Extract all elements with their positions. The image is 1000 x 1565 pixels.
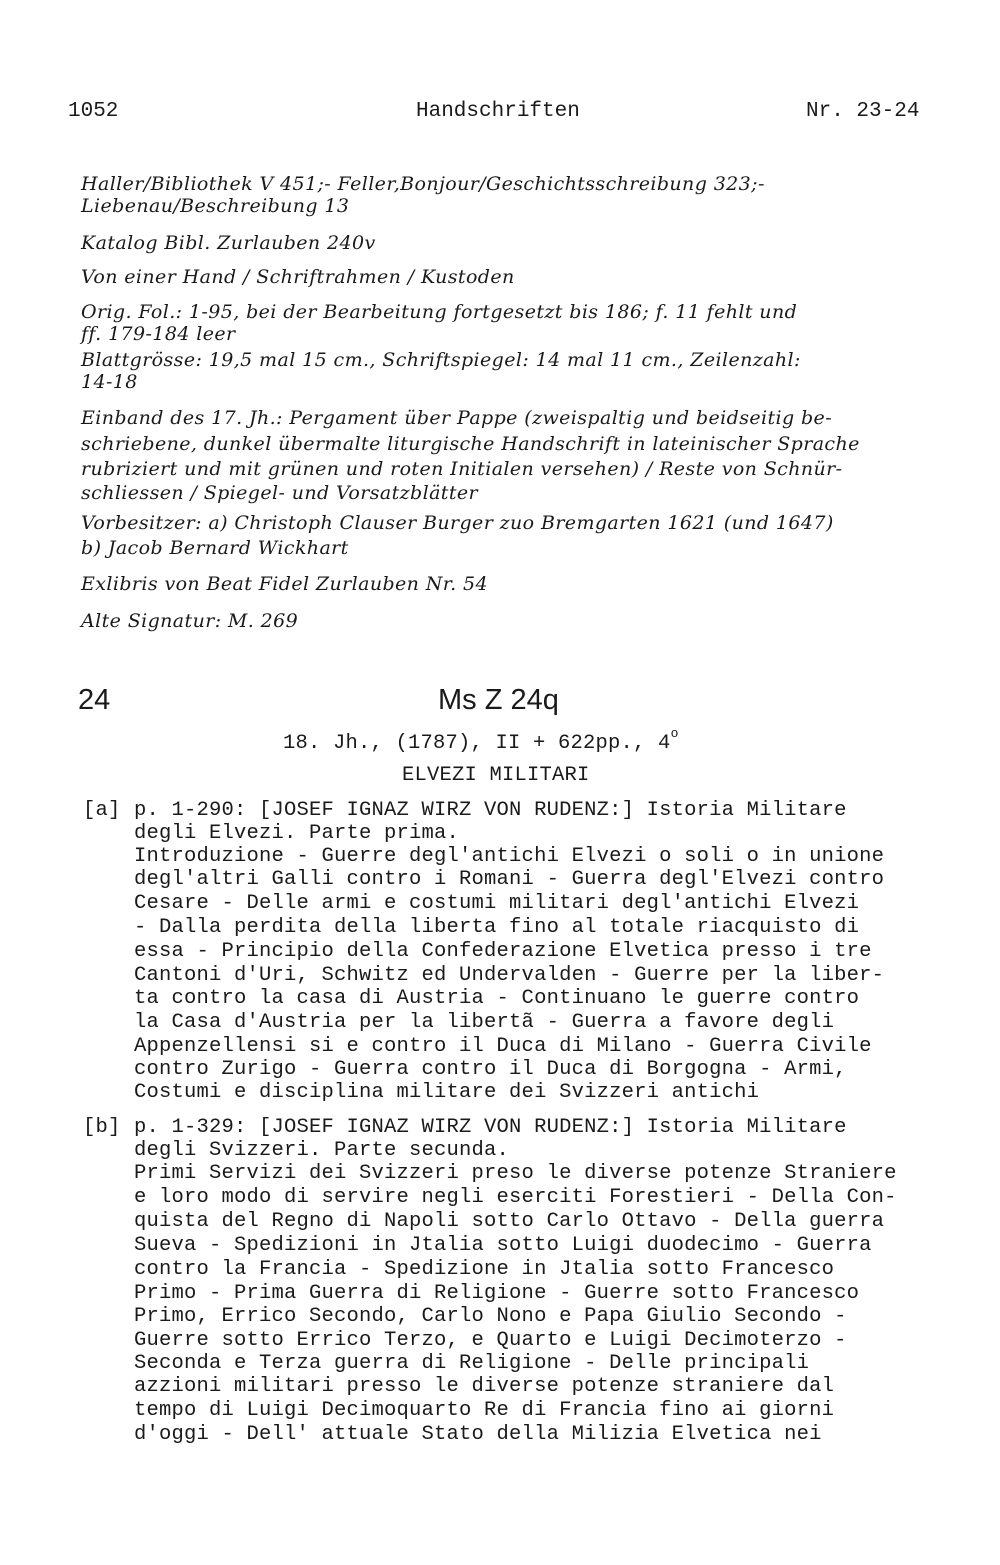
- page-number: 1052: [68, 100, 119, 123]
- exlibris: Exlibris von Beat Fidel Zurlauben Nr. 54: [81, 573, 489, 595]
- dimensions-line: Blattgrösse: 19,5 mal 15 cm., Schriftspiegel: 14 mal 11 cm., Zeilenzahl:: [81, 349, 801, 371]
- item-line: quista del Regno di Napoli sotto Carlo Ottavo - Della guerra: [134, 1210, 885, 1233]
- binding-line: rubriziert und mit grünen und roten Initialen versehen) / Reste von Schnür-: [81, 458, 843, 480]
- old-signature: Alte Signatur: M. 269: [81, 610, 299, 632]
- literature-line: Haller/Bibliothek V 451;- Feller,Bonjour/Geschichtsschreibung 323;-: [81, 173, 765, 195]
- running-title: Handschriften: [416, 100, 580, 123]
- item-line: contro Zurigo - Guerra contro il Duca di Borgogna - Armi,: [134, 1058, 847, 1081]
- item-line: p. 1-290: [JOSEF IGNAZ WIRZ VON RUDENZ:] Istoria Militare: [134, 799, 847, 822]
- binding-line: Einband des 17. Jh.: Pergament über Pappe (zweispaltig und beidseitig be-: [81, 407, 833, 429]
- item-line: degli Elvezi. Parte prima.: [134, 822, 460, 845]
- foliation-line: Orig. Fol.: 1-95, bei der Bearbeitung fortgesetzt bis 186; f. 11 fehlt und: [81, 301, 798, 323]
- item-line: essa - Principio della Confederazione Elvetica presso i tre: [134, 940, 872, 963]
- owners-line: b) Jacob Bernard Wickhart: [81, 537, 349, 559]
- format-superscript: o: [670, 726, 679, 741]
- owners-line: Vorbesitzer: a) Christoph Clauser Burger zuo Bremgarten 1621 (und 1647): [81, 512, 834, 534]
- item-line: Guerre sotto Errico Terzo, e Quarto e Luigi Decimoterzo -: [134, 1329, 847, 1352]
- item-line: degli Svizzeri. Parte secunda.: [134, 1139, 510, 1162]
- entry-title: ELVEZI MILITARI: [402, 764, 590, 787]
- entry-number: 24: [78, 684, 111, 716]
- literature-line: Liebenau/Beschreibung 13: [81, 195, 350, 217]
- item-line: Sueva - Spedizioni in Jtalia sotto Luigi duodecimo - Guerra: [134, 1234, 872, 1257]
- item-line: Cesare - Delle armi e costumi militari degl'antichi Elvezi: [134, 892, 860, 915]
- item-line: Primo - Prima Guerra di Religione - Guerre sotto Francesco: [134, 1282, 860, 1305]
- binding-line: schriebene, dunkel übermalte liturgische Handschrift in lateinischer Sprache: [81, 433, 860, 455]
- item-label: [b]: [83, 1116, 121, 1139]
- item-line: degl'altri Galli contro i Romani - Guerra degl'Elvezi contro: [134, 868, 885, 891]
- shelfmark: Ms Z 24q: [438, 684, 559, 716]
- dimensions-line: 14-18: [81, 371, 138, 393]
- item-line: ta contro la casa di Austria - Continuano le guerre contro: [134, 987, 860, 1010]
- item-line: Seconda e Terza guerra di Religione - Delle principali: [134, 1352, 810, 1375]
- item-line: Introduzione - Guerre degl'antichi Elvezi o soli o in unione: [134, 845, 885, 868]
- item-line: tempo di Luigi Decimoquarto Re di Francia fino ai giorni: [134, 1399, 835, 1422]
- item-line: la Casa d'Austria per la libertã - Guerra a favore degli: [134, 1011, 835, 1034]
- item-line: Appenzellensi si e contro il Duca di Milano - Guerra Civile: [134, 1035, 872, 1058]
- foliation-line: ff. 179-184 leer: [81, 323, 236, 345]
- item-line: p. 1-329: [JOSEF IGNAZ WIRZ VON RUDENZ:] Istoria Militare: [134, 1116, 847, 1139]
- item-line: Primo, Errico Secondo, Carlo Nono e Papa Giulio Secondo -: [134, 1305, 847, 1328]
- entry-description: 18. Jh., (1787), II + 622pp., 4$^o$: [283, 726, 679, 755]
- hands-description: Von einer Hand / Schriftrahmen / Kustoden: [81, 266, 515, 288]
- item-line: Cantoni d'Uri, Schwitz ed Undervalden - Guerre per la liber-: [134, 964, 885, 987]
- item-line: contro la Francia - Spedizione in Jtalia sotto Francesco: [134, 1258, 835, 1281]
- item-line: e loro modo di servire negli eserciti Forestieri - Della Con-: [134, 1186, 897, 1209]
- entry-range: Nr. 23-24: [806, 100, 920, 123]
- catalog-reference: Katalog Bibl. Zurlauben 240v: [81, 232, 376, 254]
- item-line: azzioni militari presso le diverse potenze straniere dal: [134, 1375, 835, 1398]
- item-line: - Dalla perdita della liberta fino al totale riacquisto di: [134, 916, 860, 939]
- item-line: Primi Servizi dei Svizzeri preso le diverse potenze Straniere: [134, 1162, 897, 1185]
- binding-line: schliessen / Spiegel- und Vorsatzblätter: [81, 482, 478, 504]
- item-label: [a]: [83, 799, 121, 822]
- item-line: Costumi e disciplina militare dei Svizzeri antichi: [134, 1081, 760, 1104]
- item-line: d'oggi - Dell' attuale Stato della Milizia Elvetica nei: [134, 1423, 822, 1446]
